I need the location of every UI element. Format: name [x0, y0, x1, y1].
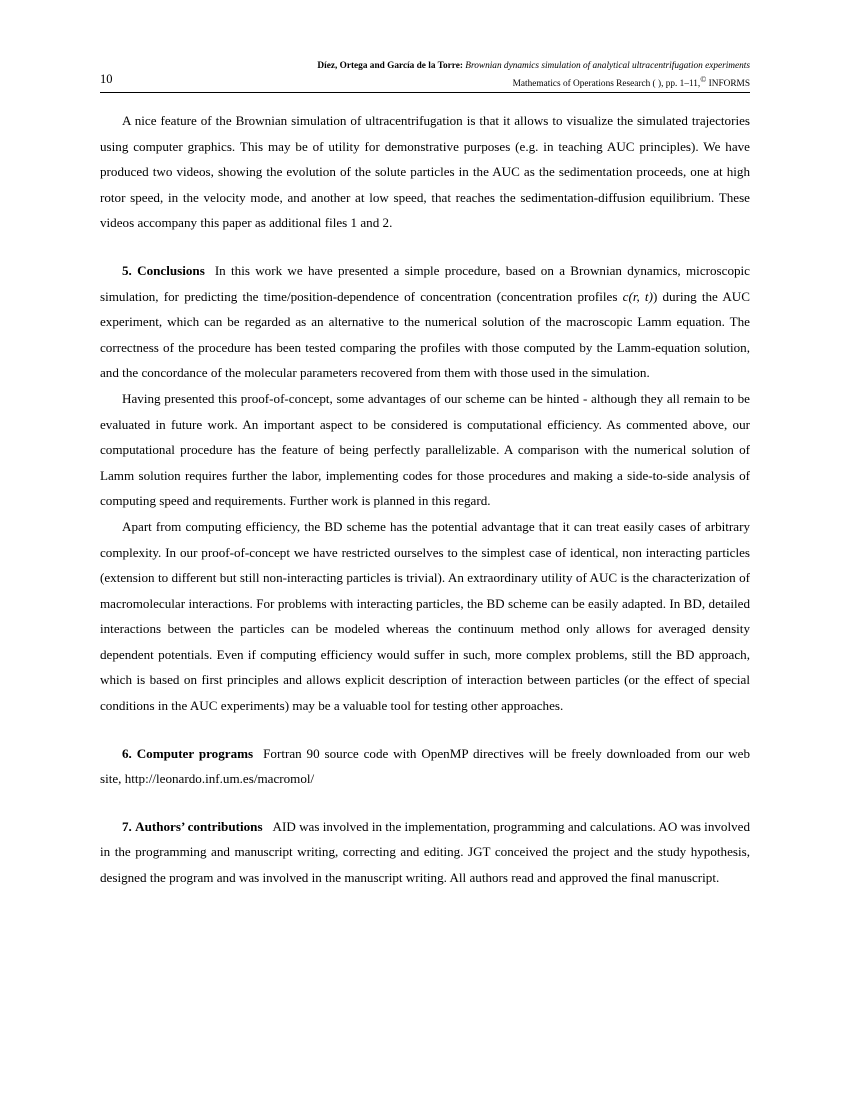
math-concentration-profile: c(r, t) — [622, 288, 653, 304]
running-head-authors: Díez, Ortega and García de la Torre: — [317, 61, 463, 71]
section-7-number: 7. — [122, 818, 132, 834]
paragraph-advantages: Having presented this proof-of-concept, some advantages of our scheme can be hinted - although they all remain to be evaluated in future work. An important aspect to be considered is computational efficiency. As commented above, our computational procedure has the feature of being perfectly parallelizable. A comparison with the numerical solution of Lamm solution requires further the labor, implementing codes for those procedures and making a side-to-side analysis of computing speed and requirements. Further work is planned in this regard. — [100, 390, 750, 509]
running-head-line-2 — [180, 73, 750, 91]
copyright-icon: © — [700, 75, 707, 84]
document-body — [100, 108, 750, 891]
running-head-article-title: Brownian dynamics simulation of analytical ultracentrifugation experiments — [465, 61, 750, 71]
section-7-authors-contributions — [100, 814, 750, 891]
section-7-text: AID was involved in the implementation, programming and calculations. AO was involved in the programming and manuscript writing, correcting and editing. JGT conceived the project and the study hypothesis, designed the program and was involved in the manuscript writing. All authors read and approved the final manuscript. — [100, 818, 751, 886]
running-head-text — [180, 60, 750, 91]
section-7-title: Authors’ contributions — [135, 818, 263, 834]
section-6-title: Computer programs — [136, 745, 254, 761]
section-5-text-after-math: ) during the AUC experiment, which can be regarded as an alternative to the numerical solution of the macroscopic Lamm equation. The correctness of the procedure has been tested comparing the profiles with those computed by the Lamm-equation solution, and the concordance of the molecular parameters recovered from them with those used in the simulation. — [100, 288, 750, 381]
paragraph-videos: A nice feature of the Brownian simulation of ultracentrifugation is that it allows to visualize the simulated trajectories using computer graphics. This may be of utility for demonstrative purposes (e.g. in teaching AUC principles). We have produced two videos, showing the evolution of the solute particles in the AUC as the sedimentation proceeds, one at high rotor speed, in the velocity mode, and another at low speed, that reaches the sedimentation-diffusion equilibrium. These videos accompany this paper as additional files 1 and 2. — [100, 113, 750, 231]
section-5-conclusions — [100, 258, 750, 386]
section-6-number: 6. — [122, 745, 132, 761]
running-head-publisher: INFORMS — [708, 79, 750, 90]
running-head-line-1 — [180, 60, 750, 73]
section-6-computer-programs — [100, 741, 750, 792]
section-6-text: Fortran 90 source code with OpenMP directives will be freely downloaded from our web site, http://leonardo.inf.um.es/macromol/ — [100, 745, 751, 787]
running-head — [100, 60, 750, 94]
section-5-number: 5. — [122, 262, 132, 278]
section-5-text-before-math: In this work we have presented a simple procedure, based on a Brownian dynamics, microscopic simulation, for predicting the time/position-dependence of concentration (concentration profiles — [100, 262, 750, 304]
paragraph-complexity: Apart from computing efficiency, the BD scheme has the potential advantage that it can treat easily cases of arbitrary complexity. In our proof-of-concept we have restricted ourselves to the simplest case of identical, non interacting particles (extension to different but still non-interacting particles is trivial). An extraordinary utility of AUC is the characterization of macromolecular interactions. For problems with interacting particles, the BD scheme can be easily adapted. In BD, detailed interactions between the particles can be modeled whereas the continuum method only allows for averaged density dependent potentials. Even if computing efficiency would suffer in such, more complex problems, still the BD approach, which is based on first principles and allows explicit description of interaction between particles (or the effect of special conditions in the AUC experiments) may be a valuable tool for testing other approaches. — [100, 518, 750, 714]
page-number: 10 — [100, 72, 113, 86]
running-head-journal: Mathematics of Operations Research ( ), pp. 1–11, — [512, 79, 701, 90]
running-head-rule — [100, 92, 750, 93]
section-5-title: Conclusions — [137, 262, 205, 278]
